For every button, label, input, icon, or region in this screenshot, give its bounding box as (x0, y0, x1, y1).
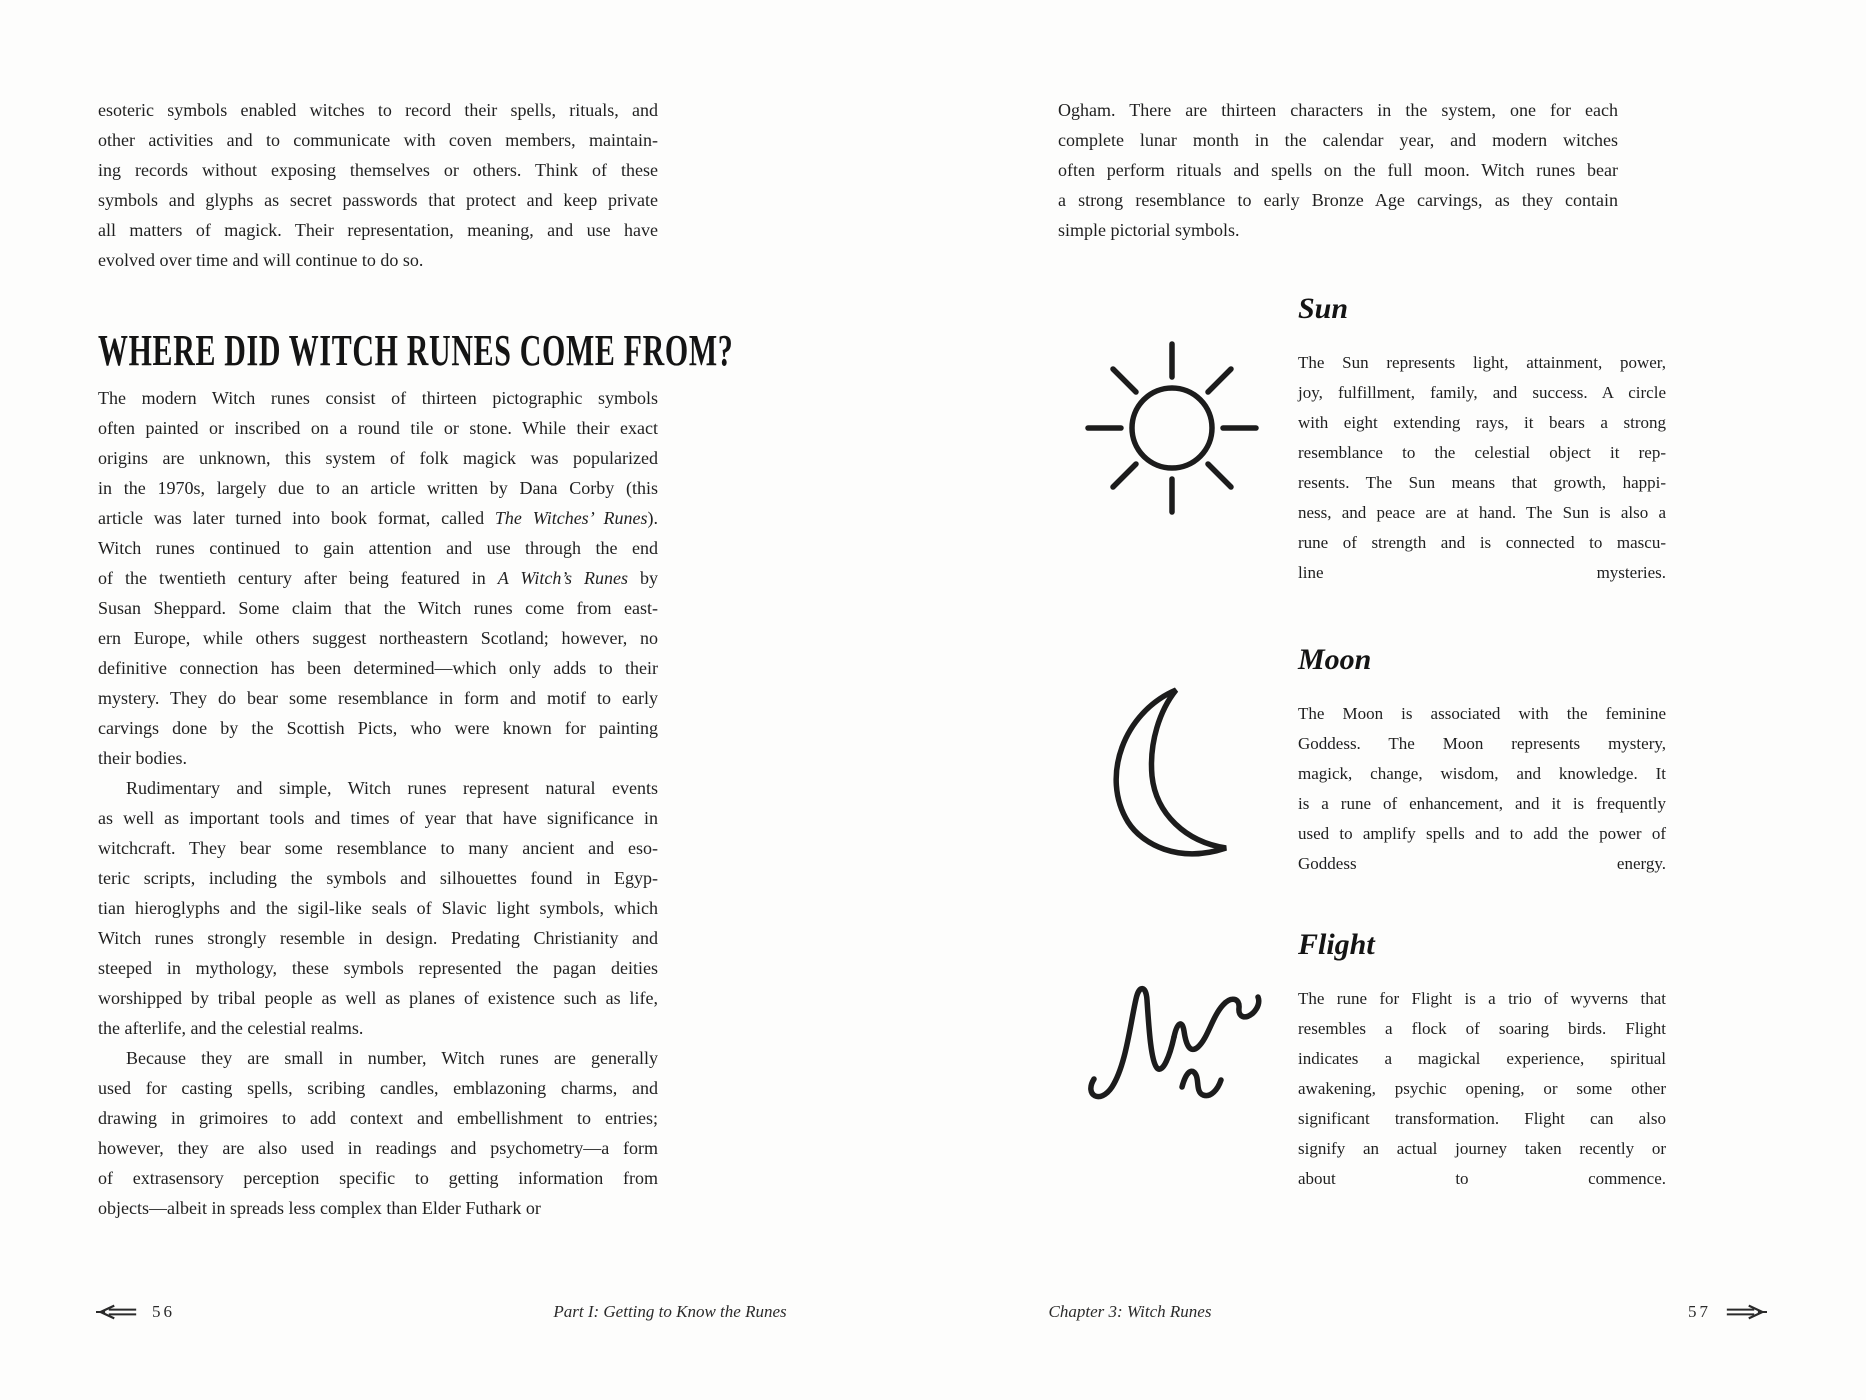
text-line: origins are unknown, this system of folk magick was popularized (98, 448, 658, 468)
text-line: article was later turned into book format, called The Witches’ Runes). (98, 508, 658, 528)
text-line: resemblance to the celestial object it rep- (1298, 443, 1666, 462)
text-line: the afterlife, and the celestial realms. (98, 1018, 364, 1038)
text-line: The Moon is associated with the feminine (1298, 704, 1666, 723)
left-page-footer (96, 1300, 175, 1324)
text-line: ern Europe, while others suggest northeastern Scotland; however, no (98, 628, 658, 648)
text-line: a strong resemblance to early Bronze Age carvings, as they contain (1058, 190, 1618, 210)
section-heading-sun: Sun (1298, 292, 1349, 325)
text-line: Goddess. The Moon represents mystery, (1298, 734, 1666, 753)
text-line: of extrasensory perception specific to getting information from (98, 1168, 658, 1188)
section-paragraph (1298, 348, 1666, 588)
text-line: Because they are small in number, Witch runes are generally (126, 1048, 658, 1068)
text-line: indicates a magickal experience, spiritual (1298, 1049, 1666, 1068)
right-page (933, 0, 1866, 1400)
text-line: significant transformation. Flight can also (1298, 1109, 1666, 1128)
text-line: often perform rituals and spells on the full moon. Witch runes bear (1058, 160, 1618, 180)
text-line: steeped in mythology, these symbols represented the pagan deities (98, 958, 658, 978)
section-heading-flight: Flight (1298, 928, 1375, 961)
text-line: in the 1970s, largely due to an article written by Dana Corby (this (98, 478, 658, 498)
text-line: esoteric symbols enabled witches to record their spells, rituals, and (98, 100, 658, 120)
text-line: Rudimentary and simple, Witch runes represent natural events (126, 778, 658, 798)
text-line: tian hieroglyphs and the sigil-like seals of Slavic light symbols, which (98, 898, 658, 918)
body-paragraph (98, 383, 658, 773)
text-line: is a rune of enhancement, and it is frequently (1298, 794, 1666, 813)
text-line: ing records without exposing themselves or others. Think of these (98, 160, 658, 180)
text-line: mystery. They do bear some resemblance in form and motif to early (98, 688, 658, 708)
text-line: of the twentieth century after being featured in A Witch’s Runes by (98, 568, 658, 588)
text-line: carvings done by the Scottish Picts, who were known for painting (98, 718, 658, 738)
text-line: The modern Witch runes consist of thirteen pictographic symbols (98, 388, 658, 408)
text-line: ness, and peace are at hand. The Sun is also a (1298, 503, 1666, 522)
text-line: symbols and glyphs as secret passwords that protect and keep private (98, 190, 658, 210)
text-line: Ogham. There are thirteen characters in the system, one for each (1058, 100, 1618, 120)
text-line: resembles a flock of soaring birds. Flight (1298, 1019, 1666, 1038)
text-line: their bodies. (98, 748, 187, 768)
page-title (98, 325, 798, 373)
text-line: however, they are also used in readings and psychometry—a form (98, 1138, 658, 1158)
text-line: used to amplify spells and to add the power of (1298, 824, 1666, 843)
moon-rune-icon (1094, 682, 1244, 882)
text-line: drawing in grimoires to add context and embellishment to entries; (98, 1108, 658, 1128)
text-line: witchcraft. They bear some resemblance to many ancient and eso- (98, 838, 658, 858)
text-line: rune of strength and is connected to mascu- (1298, 533, 1666, 552)
text-line: Susan Sheppard. Some claim that the Witch runes come from east- (98, 598, 658, 618)
running-head-chapter: Chapter 3: Witch Runes (1048, 1302, 1212, 1321)
text-line: resents. The Sun means that growth, happi- (1298, 473, 1666, 492)
text-line: evolved over time and will continue to do so. (98, 250, 424, 270)
text-line: used for casting spells, scribing candles, emblazoning charms, and (98, 1078, 658, 1098)
body-paragraph (1058, 95, 1618, 245)
text-line: Witch runes continued to gain attention and use through the end (98, 538, 658, 558)
text-line: Goddess energy. (1298, 854, 1666, 873)
running-head-part: Part I: Getting to Know the Runes (553, 1302, 787, 1321)
section-paragraph (1298, 699, 1666, 879)
text-line: worshipped by tribal people as well as planes of existence such as life, (98, 988, 658, 1008)
text-line: as well as important tools and times of year that have significance in (98, 808, 658, 828)
text-line: signify an actual journey taken recently or (1298, 1139, 1666, 1158)
text-line: often painted or inscribed on a round tile or stone. While their exact (98, 418, 658, 438)
text-line: objects—albeit in spreads less complex than Elder Futhark or (98, 1198, 541, 1218)
text-line: The rune for Flight is a trio of wyverns that (1298, 989, 1666, 1008)
text-line: teric scripts, including the symbols and silhouettes found in Egyp- (98, 868, 658, 888)
text-line: with eight extending rays, it bears a strong (1298, 413, 1666, 432)
body-paragraph (98, 95, 658, 275)
text-line: complete lunar month in the calendar year, and modern witches (1058, 130, 1618, 150)
text-line: about to commence. (1298, 1169, 1666, 1188)
text-line: The Sun represents light, attainment, power, (1298, 353, 1666, 372)
chapter-heading-text: WHERE DID WITCH RUNES COME FROM? (98, 326, 734, 375)
page-number: 57 (1688, 1302, 1711, 1321)
text-line: definitive connection has been determined—which only adds to their (98, 658, 658, 678)
body-paragraph (98, 1043, 658, 1223)
arrow-ornament-right-icon (1725, 1302, 1767, 1322)
section-paragraph (1298, 984, 1666, 1194)
text-line: all matters of magick. Their representation, meaning, and use have (98, 220, 658, 240)
text-line: awakening, psychic opening, or some other (1298, 1079, 1666, 1098)
body-paragraph (98, 773, 658, 1043)
arrow-ornament-left-icon (96, 1302, 138, 1322)
section-heading-moon: Moon (1298, 643, 1372, 676)
text-line: joy, fulfillment, family, and success. A circle (1298, 383, 1666, 402)
text-line: magick, change, wisdom, and knowledge. It (1298, 764, 1666, 783)
page-number: 56 (152, 1302, 175, 1321)
text-line: other activities and to communicate with coven members, maintain- (98, 130, 658, 150)
sun-rune-icon (1084, 340, 1260, 516)
text-line: Witch runes strongly resemble in design. Predating Christianity and (98, 928, 658, 948)
flight-rune-icon (1082, 975, 1272, 1115)
text-line: line mysteries. (1298, 563, 1666, 582)
text-line: simple pictorial symbols. (1058, 220, 1240, 240)
right-page-footer (1688, 1300, 1767, 1324)
